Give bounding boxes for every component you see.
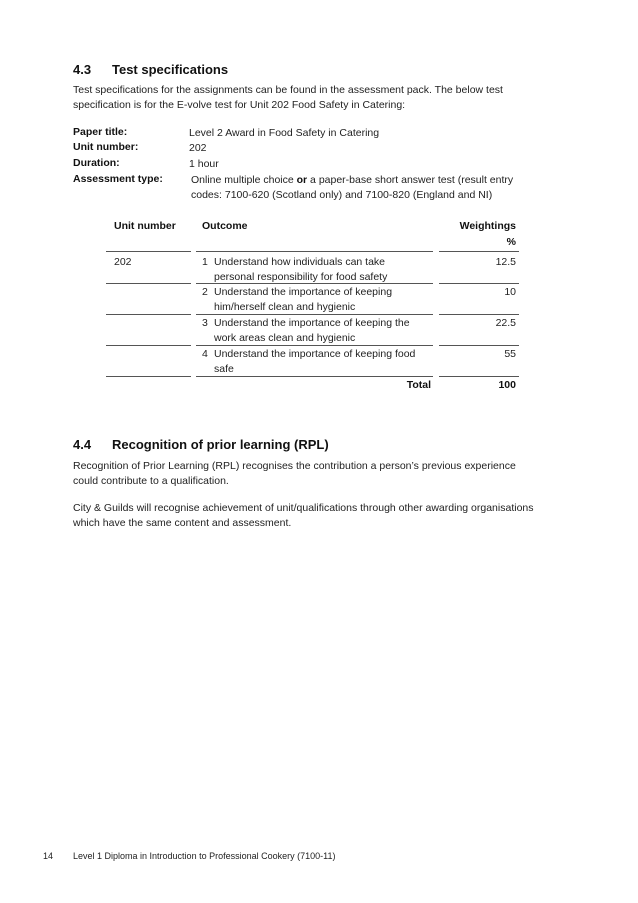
cell-weight: 55 xyxy=(504,348,516,360)
outcome-line: Understand the importance of keeping the xyxy=(214,317,410,329)
cell-unit: 202 xyxy=(114,256,132,268)
section-number: 4.4 xyxy=(73,437,92,452)
col-header-outcome: Outcome xyxy=(202,220,248,232)
paragraph-line: Recognition of Prior Learning (RPL) recognises the contribution a person’s previous experience xyxy=(73,460,516,472)
outcome-number: 1 xyxy=(202,256,208,268)
assessment-type-label: Assessment type: xyxy=(73,173,163,185)
cell-outcome xyxy=(202,255,434,285)
unit-number-label: Unit number: xyxy=(73,141,139,153)
cell-weight: 22.5 xyxy=(495,317,516,329)
col-header-weightings: Weightings xyxy=(459,220,516,232)
total-value: 100 xyxy=(498,379,516,391)
section-4-3-heading xyxy=(73,62,228,77)
assessment-type-or: or xyxy=(296,174,308,186)
outcome-line: him/herself clean and hygienic xyxy=(214,301,356,313)
assessment-type-suffix: a paper-base short answer test (result entry xyxy=(307,174,514,186)
intro-line: Test specifications for the assignments can be found in the assessment pack. The below test xyxy=(73,84,503,96)
outcome-number: 2 xyxy=(202,286,208,298)
assessment-type-value xyxy=(191,173,551,203)
duration-value: 1 hour xyxy=(189,158,219,170)
section-number: 4.3 xyxy=(73,62,92,77)
outcome-line: Understand how individuals can take xyxy=(214,256,386,268)
paragraph-line: which have the same content and assessment. xyxy=(73,517,292,529)
outcome-line: work areas clean and hygienic xyxy=(214,332,356,344)
outcome-line: Understand the importance of keeping food xyxy=(214,348,416,360)
cell-outcome xyxy=(202,347,434,377)
rpl-paragraph-2 xyxy=(73,501,593,531)
assessment-type-prefix: Online multiple choice xyxy=(191,174,297,186)
section-title: Recognition of prior learning (RPL) xyxy=(112,437,329,452)
cell-weight: 10 xyxy=(504,286,516,298)
duration-label: Duration: xyxy=(73,157,120,169)
total-label: Total xyxy=(406,379,431,391)
cell-outcome xyxy=(202,285,434,315)
col-header-percent: % xyxy=(506,236,516,248)
paragraph-line: could contribute to a qualification. xyxy=(73,475,229,487)
rpl-paragraph-1 xyxy=(73,459,573,489)
outcome-number: 3 xyxy=(202,317,208,329)
footer-document-title: Level 1 Diploma in Introduction to Professional Cookery (7100-11) xyxy=(73,851,336,861)
outcome-line: Understand the importance of keeping xyxy=(214,286,393,298)
outcome-line: personal responsibility for food safety xyxy=(214,271,388,283)
paragraph-line: City & Guilds will recognise achievement of unit/qualifications through other awarding organisations xyxy=(73,502,534,514)
cell-outcome xyxy=(202,316,434,346)
section-4-3-intro xyxy=(73,83,573,113)
cell-weight: 12.5 xyxy=(495,256,516,268)
outcome-number: 4 xyxy=(202,348,208,360)
col-header-unit-number: Unit number xyxy=(114,220,176,232)
page-number: 14 xyxy=(43,851,54,861)
outcome-line: safe xyxy=(214,363,234,375)
intro-line: specification is for the E-volve test for Unit 202 Food Safety in Catering: xyxy=(73,99,406,111)
section-title: Test specifications xyxy=(112,62,229,77)
assessment-type-line2: codes: 7100-620 (Scotland only) and 7100-820 (England and NI) xyxy=(191,189,493,201)
section-4-4-heading xyxy=(73,437,329,452)
unit-number-value: 202 xyxy=(189,142,207,154)
paper-title-value: Level 2 Award in Food Safety in Catering xyxy=(189,127,380,139)
paper-title-label: Paper title: xyxy=(73,126,128,138)
